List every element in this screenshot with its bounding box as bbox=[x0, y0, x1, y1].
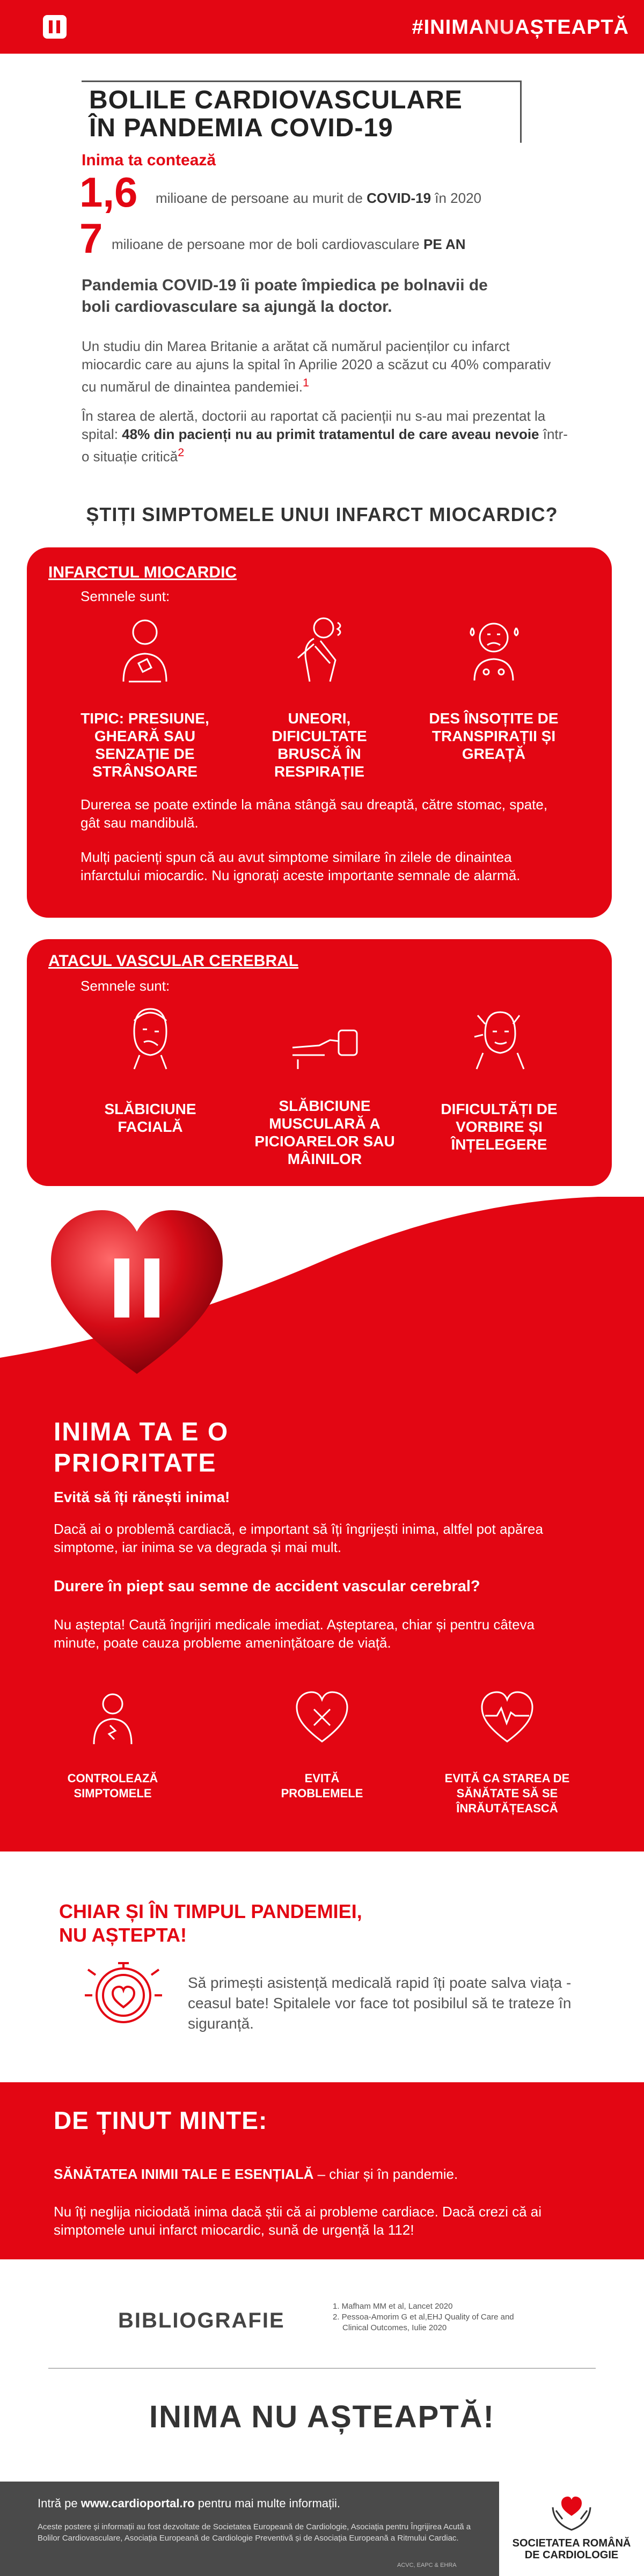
intro-lead: Pandemia COVID-19 îi poate împiedica pe bolnavii de boli cardiovasculare sa ajungă la doctor. bbox=[82, 276, 488, 316]
infarct-title: INFARCTUL MIOCARDIC bbox=[48, 564, 237, 581]
infarct-symptom-1-label: TIPIC: PRESIUNE, GHEARĂ SAU SENZAȚIE DE STRÂNSOARE bbox=[80, 710, 209, 780]
pause-heart-icon bbox=[46, 1208, 228, 1379]
footer-disclaimer: Aceste postere și informații au fost dezvoltate de Societatea Europeană de Cardiologie, Asociația pentru Îngrijirea Acută a Bolilor Cardiovasculare, Asociația Europeană de Cardiologie Preventivă și de Asociația Europeană a Ritmului Cardiac. bbox=[38, 2522, 471, 2543]
control-symptoms-icon bbox=[83, 1688, 142, 1747]
face-weakness-icon bbox=[113, 999, 188, 1074]
bibliography-list: 1. Mafham MM et al, Lancet 2020 2. Pessoa-Amorim G et al,EHJ Quality of Care and Clinical Outcomes, Iulie 2020 bbox=[333, 2302, 514, 2332]
infarct-text-1: Durerea se poate extinde la mâna stângă sau dreaptă, către stomac, spate, gât sau mandibulă. bbox=[80, 796, 548, 831]
footer-link-text: Intră pe www.cardioportal.ro pentru mai multe informații. bbox=[38, 2497, 341, 2510]
breathless-icon bbox=[282, 612, 357, 687]
pandemic-text: Să primești asistență medicală rapid îți poate salva viața - ceasul bate! Spitalele vor face tot posibilul să te trateze în siguranță. bbox=[188, 1974, 572, 2032]
pause-heart-logo bbox=[43, 15, 67, 39]
stroke-symptom-2-label: SLĂBICIUNE MUSCULARĂ A PICIOARELOR SAU MÂINILOR bbox=[254, 1097, 395, 1167]
slogan: INIMA NU AȘTEAPTĂ! bbox=[149, 2399, 495, 2434]
society-name: SOCIETATEA ROMÂNĂ DE CARDIOLOGIE bbox=[512, 2537, 631, 2561]
footer-small: ACVC, EAPC & EHRA bbox=[397, 2562, 457, 2568]
stroke-symptom-3-label: DIFICULTĂȚI DE VORBIRE ȘI ÎNȚELEGERE bbox=[441, 1101, 558, 1153]
priority-text-1: Dacă ai o problemă cardiacă, e important să îți îngrijești inima, altfel pot apărea simptome, iar inima se va degrada și mai mult. bbox=[54, 1521, 543, 1555]
stroke-subtitle: Semnele sunt: bbox=[80, 978, 170, 994]
infarct-card bbox=[27, 547, 612, 918]
priority-text-2: Nu aștepta! Caută îngrijiri medicale imediat. Așteptarea, chiar și pentru câteva minute, poate cauza probleme amenințătoare de viață. bbox=[54, 1616, 535, 1651]
priority-item-1-label: CONTROLEAZĂ SIMPTOMELE bbox=[67, 1772, 158, 1800]
bibliography-title: BIBLIOGRAFIE bbox=[118, 2309, 285, 2332]
stroke-title: ATACUL VASCULAR CEREBRAL bbox=[48, 952, 299, 970]
title-line-1: BOLILE CARDIOVASCULARE bbox=[89, 86, 463, 114]
stroke-card bbox=[27, 939, 612, 1186]
priority-subtitle-1: Evită să îți rănești inima! bbox=[54, 1489, 230, 1505]
page-title bbox=[82, 80, 522, 143]
avoid-problems-icon bbox=[292, 1688, 352, 1747]
priority-title: INIMA TA E O PRIORITATE bbox=[54, 1418, 229, 1477]
infarct-symptom-2-label: UNEORI, DIFICULTATE BRUSCĂ ÎN RESPIRAȚIE bbox=[272, 710, 367, 780]
stat-2-number: 7 bbox=[79, 215, 103, 262]
chest-pain-icon bbox=[107, 612, 182, 687]
infarct-symptom-3-label: DES ÎNSOȚITE DE TRANSPIRAȚII ȘI GREAȚĂ bbox=[429, 710, 559, 762]
remember-line: SĂNĂTATEA INIMII TALE E ESENȚIALĂ – chiar și în pandemie. bbox=[54, 2166, 458, 2182]
sweating-icon bbox=[456, 612, 531, 687]
footer-info bbox=[0, 2482, 499, 2576]
stat-1-text: milioane de persoane au murit de COVID-19 în 2020 bbox=[156, 190, 482, 206]
remember-text: Nu îți neglija niciodată inima dacă știi că ai probleme cardiace. Dacă crezi că ai simptomele unui infarct miocardic, sună de urgență la 112! bbox=[54, 2204, 541, 2238]
remember-section bbox=[0, 2082, 644, 2259]
priority-subtitle-2: Durere în piept sau semne de accident vascular cerebral? bbox=[54, 1578, 480, 1595]
top-banner bbox=[0, 0, 644, 54]
remember-title: DE ȚINUT MINTE: bbox=[54, 2106, 268, 2134]
intro-paragraph-2: În starea de alertă, doctorii au raportat că pacienții nu s-au mai prezentat la spital: 48% din pacienți nu au primit tratamentul de care aveau nevoie într-o situație critică$^2$ bbox=[82, 408, 568, 465]
arm-weakness-icon bbox=[287, 999, 362, 1074]
intro-label: Inima ta contează bbox=[82, 151, 216, 169]
pandemic-title: CHIAR ȘI ÎN TIMPUL PANDEMIEI, NU AȘTEPTA! bbox=[59, 1900, 362, 1946]
society-heart-hands-icon bbox=[547, 2486, 596, 2534]
infarct-subtitle: Semnele sunt: bbox=[80, 588, 170, 604]
priority-item-2-label: EVITĂ PROBLEMELE bbox=[281, 1772, 363, 1800]
campaign-hashtag: #INIMANUAȘTEAPTĂ bbox=[412, 16, 629, 39]
infarct-text-2: Mulți pacienți spun că au avut simptome similare în zilele de dinaintea infarctului miocardic. Nu ignorați aceste importante semnale de alarmă. bbox=[80, 849, 521, 883]
intro-paragraph-1: Un studiu din Marea Britanie a arătat că numărul pacienților cu infarct miocardic care au ajuns la spital în Aprilie 2020 a scăzut cu 40% comparativ cu numărul de dinaintea pandemiei.$^1$ bbox=[82, 338, 551, 395]
society-logo bbox=[499, 2482, 644, 2576]
stroke-symptom-1-label: SLĂBICIUNE FACIALĂ bbox=[104, 1101, 196, 1135]
symptoms-question: ȘTIȚI SIMPTOMELE UNUI INFARCT MIOCARDIC? bbox=[86, 503, 558, 525]
stat-2-text: milioane de persoane mor de boli cardiovasculare PE AN bbox=[112, 236, 466, 252]
stopwatch-heart-icon bbox=[80, 1953, 166, 2029]
title-line-2: ÎN PANDEMIA COVID-19 bbox=[89, 114, 393, 142]
speech-difficulty-icon bbox=[462, 999, 537, 1074]
divider bbox=[48, 2368, 596, 2369]
priority-item-3-label: EVITĂ CA STAREA DE SĂNĂTATE SĂ SE ÎNRĂUTĂȚEASCĂ bbox=[444, 1772, 570, 1815]
stat-1-number: 1,6 bbox=[79, 169, 138, 216]
heart-rate-icon bbox=[478, 1688, 537, 1747]
